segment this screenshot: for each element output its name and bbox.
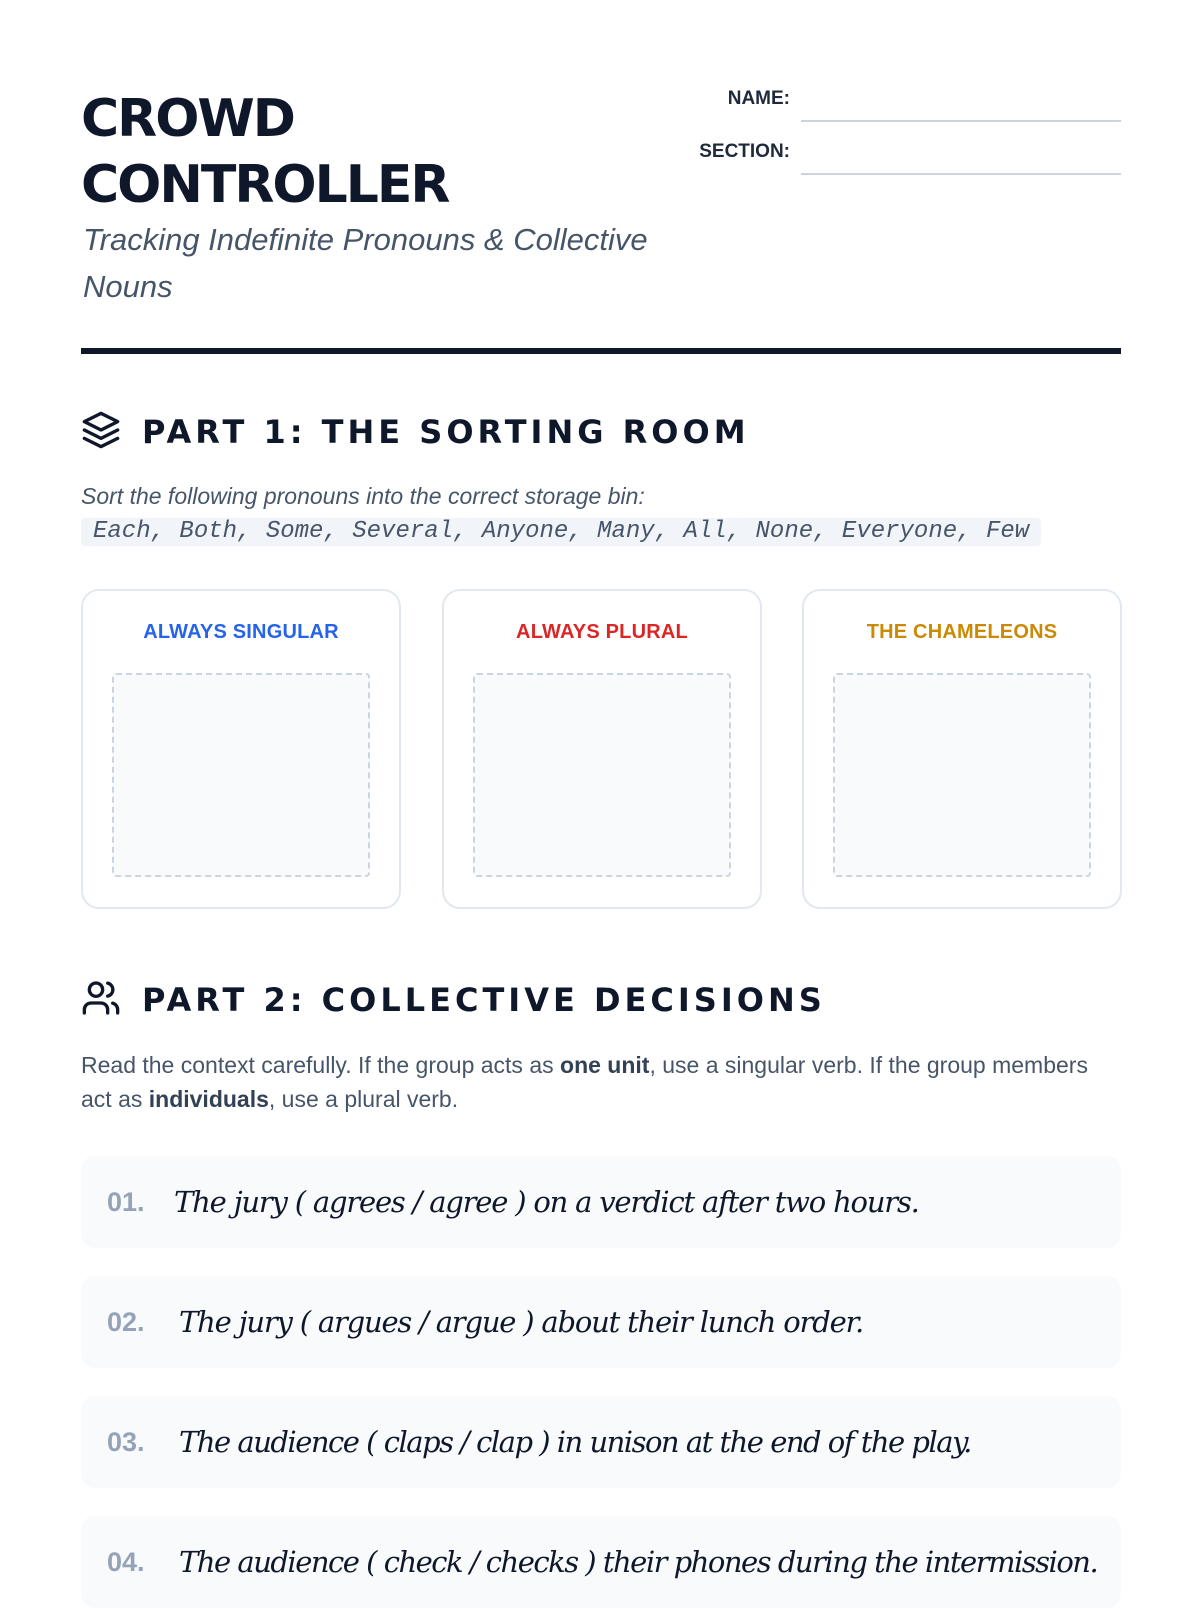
exercise-item xyxy=(81,1396,1121,1488)
name-field[interactable] xyxy=(801,120,1121,122)
intro-text-2: , use a singular verb. If the group members act as xyxy=(81,1052,1088,1112)
exercise-item xyxy=(81,1276,1121,1368)
pronoun-word-list: Each, Both, Some, Several, Anyone, Many, All, None, Everyone, Few xyxy=(81,518,1041,546)
part2-title: PART 2: COLLECTIVE DECISIONS xyxy=(142,981,826,1019)
worksheet-title xyxy=(81,86,641,218)
title-line-2: CONTROLLER xyxy=(81,155,449,215)
bin-label-chameleons: THE CHAMELEONS xyxy=(866,621,1058,643)
name-field-row xyxy=(676,88,1121,141)
bin-label-singular: ALWAYS SINGULAR xyxy=(143,621,339,643)
section-field-row xyxy=(676,141,1121,194)
item-number: 04. xyxy=(107,1547,145,1577)
subtitle-line-2: Nouns xyxy=(83,269,173,304)
layers-icon xyxy=(81,410,121,455)
title-line-1: CROWD xyxy=(81,89,294,149)
bin-drop-area-singular[interactable] xyxy=(112,673,370,877)
part2-instructions xyxy=(81,1048,1121,1116)
bin-label-plural: ALWAYS PLURAL xyxy=(516,621,688,643)
bin-drop-area-chameleons[interactable] xyxy=(833,673,1091,877)
bin-chameleons xyxy=(802,589,1122,909)
item-number: 02. xyxy=(107,1307,145,1337)
item-sentence[interactable]: The audience ( check / checks ) their phones during the intermission. xyxy=(179,1545,1098,1579)
bin-always-plural xyxy=(442,589,762,909)
part1-title: PART 1: THE SORTING ROOM xyxy=(142,413,750,451)
users-icon xyxy=(81,978,121,1023)
part1-heading xyxy=(81,412,750,452)
worksheet-header xyxy=(81,86,1121,306)
exercise-item xyxy=(81,1156,1121,1248)
worksheet-subtitle xyxy=(83,216,693,310)
item-number: 03. xyxy=(107,1427,145,1457)
subtitle-line-1: Tracking Indefinite Pronouns & Collective xyxy=(83,222,648,257)
intro-bold-one-unit: one unit xyxy=(560,1052,650,1078)
student-info-fields xyxy=(676,88,1121,194)
intro-text-1: Read the context carefully. If the group acts as xyxy=(81,1052,561,1078)
intro-text-3: , use a plural verb. xyxy=(268,1086,459,1112)
name-label: NAME: xyxy=(727,88,790,109)
item-sentence[interactable]: The audience ( claps / clap ) in unison at the end of the play. xyxy=(179,1425,971,1459)
bin-always-singular xyxy=(81,589,401,909)
bin-drop-area-plural[interactable] xyxy=(473,673,731,877)
intro-bold-individuals: individuals xyxy=(148,1086,269,1112)
header-divider xyxy=(81,348,1121,354)
part1-instruction: Sort the following pronouns into the correct storage bin: xyxy=(81,483,645,509)
part2-heading xyxy=(81,980,826,1020)
section-label: SECTION: xyxy=(699,141,790,162)
item-sentence[interactable]: The jury ( agrees / agree ) on a verdict after two hours. xyxy=(174,1185,919,1219)
item-number: 01. xyxy=(107,1187,145,1217)
exercise-item xyxy=(81,1516,1121,1608)
storage-bins xyxy=(81,589,1121,909)
item-sentence[interactable]: The jury ( argues / argue ) about their lunch order. xyxy=(179,1305,864,1339)
section-field[interactable] xyxy=(801,173,1121,175)
